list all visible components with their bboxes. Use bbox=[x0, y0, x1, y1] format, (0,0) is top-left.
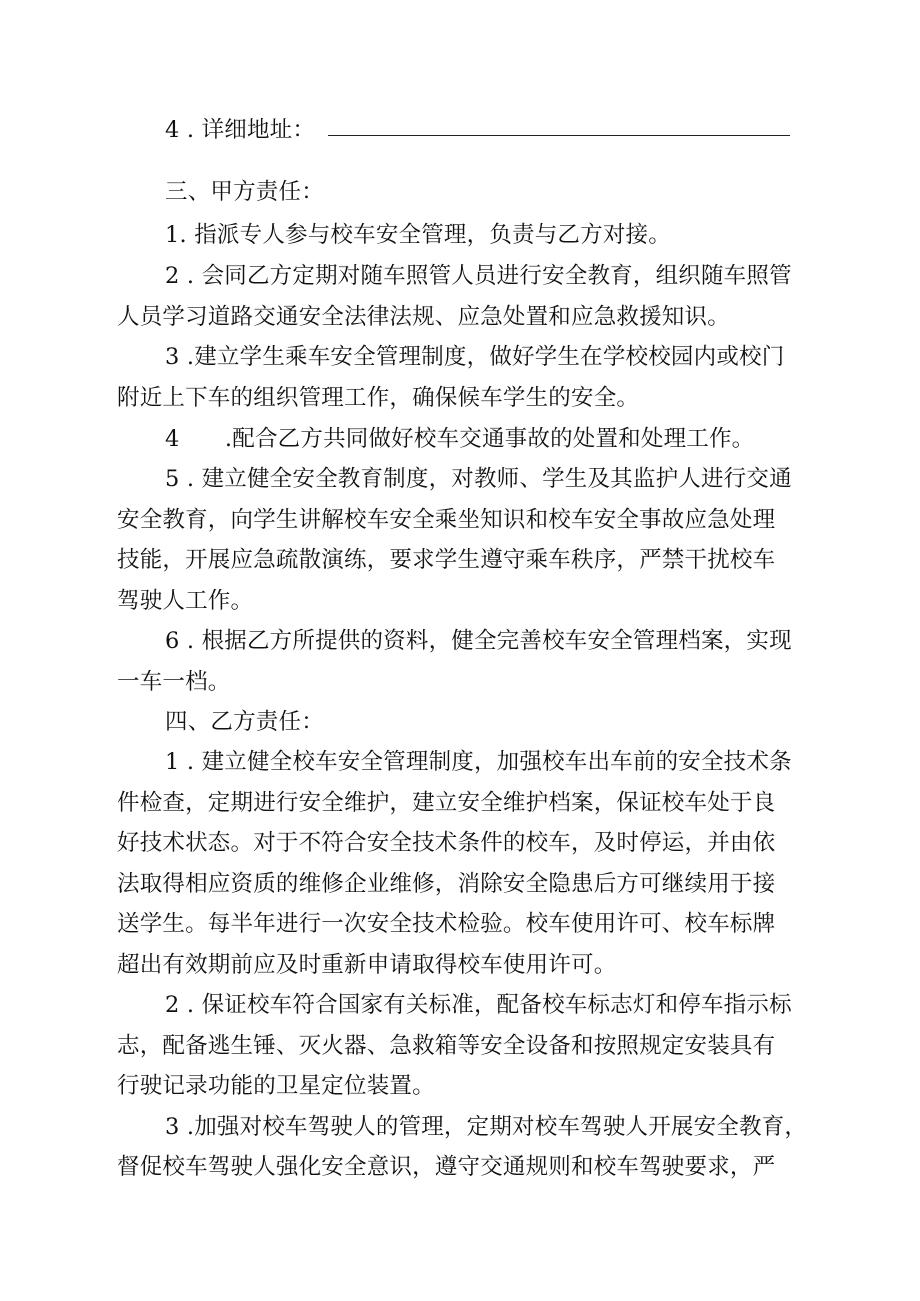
address-label: 4 . 详细地址： bbox=[165, 117, 316, 143]
section-4-item-1-line-4: 法取得相应资质的维修企业维修，消除安全隐患后方可继续用于接 bbox=[117, 871, 776, 897]
section-3-item-1-line-1: 1. 指派专人参与校车安全管理，负责与乙方对接。 bbox=[165, 222, 671, 248]
section-3-item-4-line-1: 4 .配合乙方共同做好校车交通事故的处置和处理工作。 bbox=[165, 426, 755, 452]
section-4-item-2-line-3: 行驶记录功能的卫星定位装置。 bbox=[117, 1073, 435, 1099]
section-4-item-1-line-1: 1 . 建立健全校车安全管理制度，加强校车出车前的安全技术条 bbox=[165, 749, 792, 775]
section-4-item-1-line-5: 送学生。每半年进行一次安全技术检验。校车使用许可、校车标牌 bbox=[117, 911, 776, 937]
section-4-item-2-line-2: 志，配备逃生锤、灭火器、急救箱等安全设备和按照规定安装具有 bbox=[117, 1033, 776, 1059]
section-4-item-1-line-6: 超出有效期前应及时重新申请取得校车使用许可。 bbox=[117, 952, 617, 978]
section-3-item-6-line-1: 6 . 根据乙方所提供的资料，健全完善校车安全管理档案，实现 bbox=[165, 628, 792, 654]
section-3-item-5-line-2: 安全教育，向学生讲解校车安全乘坐知识和校车安全事故应急处理 bbox=[117, 507, 776, 533]
section-3-item-5-line-3: 技能，开展应急疏散演练，要求学生遵守乘车秩序，严禁干扰校车 bbox=[117, 547, 776, 573]
section-4-item-1-line-3: 好技术状态。对于不符合安全技术条件的校车，及时停运，并由依 bbox=[117, 830, 776, 856]
section-3-item-3-line-2: 附近上下车的组织管理工作，确保候车学生的安全。 bbox=[117, 385, 640, 411]
section-3-heading: 三、甲方责任： bbox=[165, 179, 324, 205]
section-3-item-5-line-1: 5 . 建立健全安全教育制度，对教师、学生及其监护人进行交通 bbox=[165, 466, 792, 492]
section-4-item-3-line-2: 督促校车驾驶人强化安全意识，遵守交通规则和校车驾驶要求，严 bbox=[117, 1154, 776, 1180]
section-4-item-1-line-2: 件检查，定期进行安全维护，建立安全维护档案，保证校车处于良 bbox=[117, 790, 776, 816]
section-4-heading: 四、乙方责任： bbox=[165, 709, 324, 735]
section-4-item-3-line-1: 3 .加强对校车驾驶人的管理，定期对校车驾驶人开展安全教育， bbox=[165, 1114, 808, 1140]
section-3-item-3-line-1: 3 .建立学生乘车安全管理制度，做好学生在学校校园内或校门 bbox=[165, 344, 785, 370]
section-3-item-2-line-1: 2 . 会同乙方定期对随车照管人员进行安全教育，组织随车照管 bbox=[165, 263, 792, 289]
section-3-item-6-line-2: 一车一档。 bbox=[117, 669, 231, 695]
section-3-item-2-line-2: 人员学习道路交通安全法律法规、应急处置和应急救援知识。 bbox=[117, 304, 730, 330]
section-3-item-5-line-4: 驾驶人工作。 bbox=[117, 588, 254, 614]
section-4-item-2-line-1: 2 . 保证校车符合国家有关标准，配备校车标志灯和停车指示标 bbox=[165, 992, 792, 1018]
address-blank-underline bbox=[328, 135, 790, 136]
